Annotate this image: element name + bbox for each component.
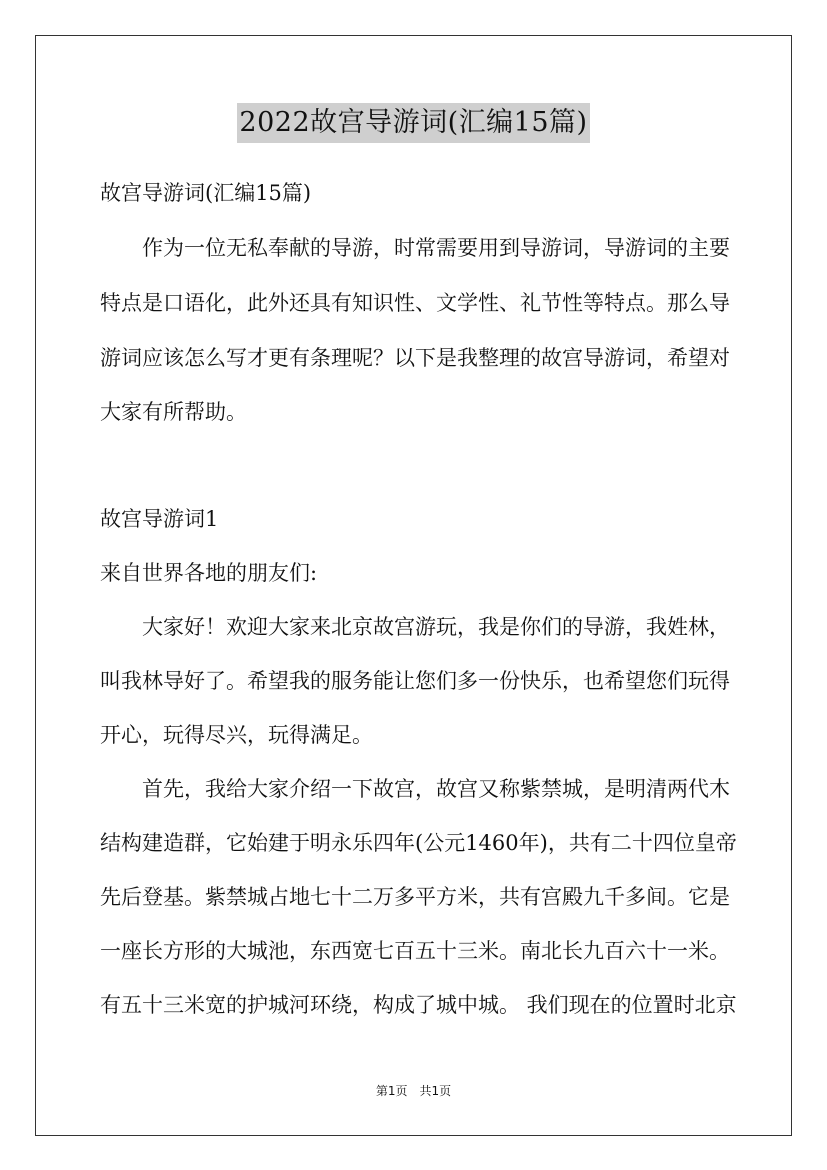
page-footer: 第1页 共1页 bbox=[375, 1084, 452, 1098]
paragraph1-line-3: 开心，玩得尽兴，玩得满足。 bbox=[100, 723, 373, 747]
paragraph2-line-3: 先后登基。紫禁城占地七十二万多平方米，共有宫殿九千多间。它是 bbox=[100, 885, 730, 909]
paragraph2-line-5: 有五十三米宽的护城河环绕，构成了城中城。 我们现在的位置时北京 bbox=[100, 993, 737, 1017]
paragraph2-line-2: 结构建造群，它始建于明永乐四年(公元1460年)，共有二十四位皇帝 bbox=[100, 831, 737, 855]
document-subtitle: 故宫导游词(汇编15篇) bbox=[100, 181, 312, 205]
intro-line-1: 作为一位无私奉献的导游，时常需要用到导游词，导游词的主要 bbox=[100, 236, 730, 260]
section-heading: 故宫导游词1 bbox=[100, 507, 219, 531]
paragraph2-line-4: 一座长方形的大城池，东西宽七百五十三米。南北长九百六十一米。 bbox=[100, 939, 730, 963]
document-title: 2022故宫导游词(汇编15篇) bbox=[237, 103, 589, 143]
greeting-line: 来自世界各地的朋友们: bbox=[100, 561, 318, 585]
intro-line-4: 大家有所帮助。 bbox=[100, 400, 247, 424]
paragraph1-line-1: 大家好！欢迎大家来北京故宫游玩，我是你们的导游，我姓林， bbox=[100, 615, 730, 639]
paragraph2-line-1: 首先，我给大家介绍一下故宫，故宫又称紫禁城，是明清两代木 bbox=[100, 777, 730, 801]
paragraph1-line-2: 叫我林导好了。希望我的服务能让您们多一份快乐，也希望您们玩得 bbox=[100, 669, 730, 693]
intro-line-2: 特点是口语化，此外还具有知识性、文学性、礼节性等特点。那么导 bbox=[100, 291, 730, 315]
title-container bbox=[0, 103, 827, 143]
intro-line-3: 游词应该怎么写才更有条理呢？以下是我整理的故宫导游词，希望对 bbox=[100, 346, 730, 370]
